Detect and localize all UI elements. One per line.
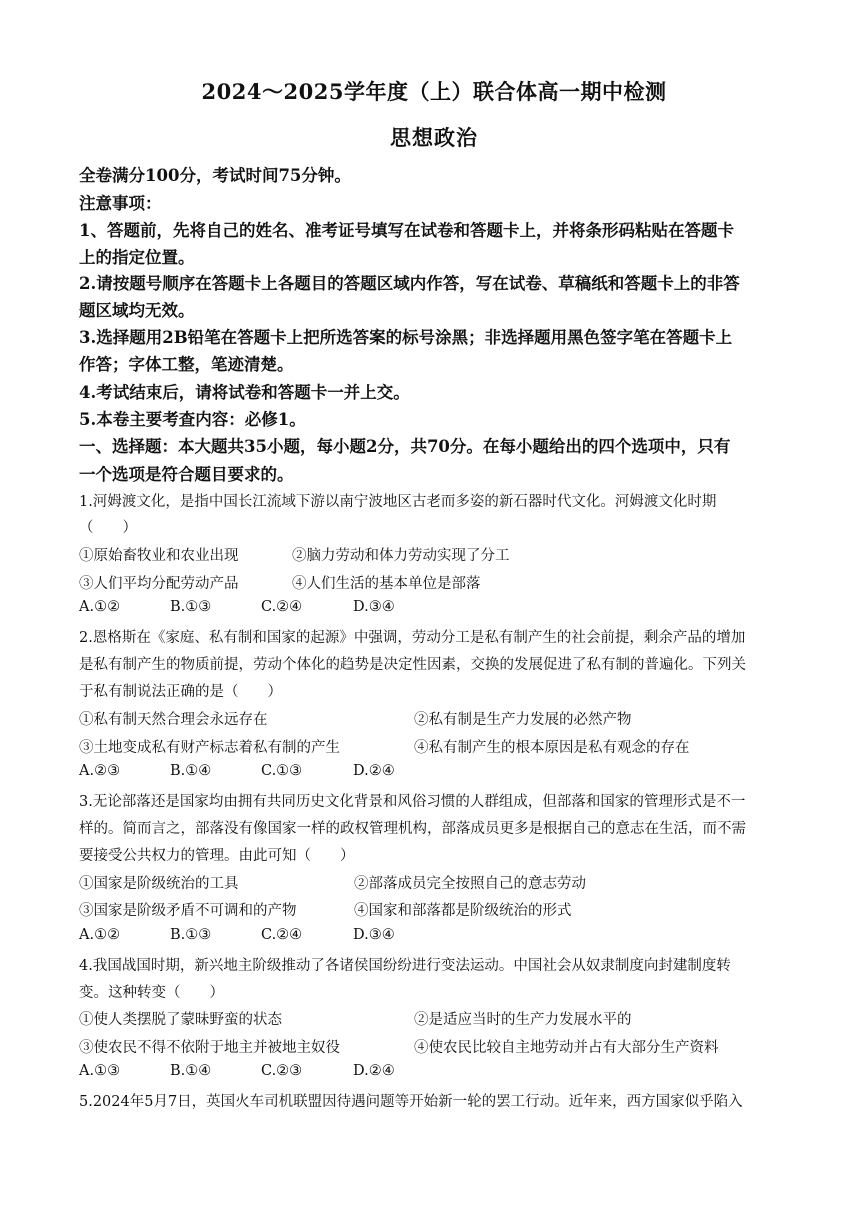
choice-b: B.①④ [170, 763, 212, 779]
question-stem: 2.恩格斯在《家庭、私有制和国家的起源》中强调，劳动分工是私有制产生的社会前提，剩余产品的增加 [79, 630, 746, 646]
instruction-line: 1、答题前，先将自己的姓名、准考证号填写在试卷和答题卡上，并将条形码粘贴在答题卡 [79, 221, 734, 240]
choice-b: B.①③ [170, 599, 212, 615]
instruction-line: 5.本卷主要考查内容：必修1。 [79, 410, 306, 429]
statement-4: ④国家和部落都是阶级统治的形式 [354, 903, 572, 919]
question-stem: （ ） [79, 520, 137, 536]
statement-4: ④人们生活的基本单位是部落 [292, 576, 481, 592]
choice-d: D.③④ [353, 599, 395, 615]
question-stem: 是私有制产生的物质前提，劳动个体化的趋势是决定性因素，交换的发展促进了私有制的普遍化。下列关 [79, 657, 746, 673]
choice-a: A.①② [79, 927, 121, 943]
question-stem: 4.我国战国时期，新兴地主阶级推动了各诸侯国纷纷进行变法运动。中国社会从奴隶制度向封建制度转 [79, 958, 731, 974]
statement-1: ①使人类摆脱了蒙昧野蛮的状态 [79, 1012, 282, 1028]
instruction-line: 4.考试结束后，请将试卷和答题卡一并上交。 [79, 383, 410, 402]
exam-title: 2024～2025学年度（上）联合体高一期中检测 [201, 79, 667, 104]
choice-b: B.①③ [170, 927, 212, 943]
section-heading: 一、选择题：本大题共35小题，每小题2分，共70分。在每小题给出的四个选项中，只有 [79, 437, 731, 456]
choice-d: D.②④ [353, 1063, 395, 1079]
statement-3: ③土地变成私有财产标志着私有制的产生 [79, 740, 340, 756]
statement-1: ①原始畜牧业和农业出现 [79, 548, 239, 564]
question-stem: 3.无论部落还是国家均由拥有共同历史文化背景和风俗习惯的人群组成，但部落和国家的管理形式是不一 [79, 794, 746, 810]
question-stem: 变。这种转变（ ） [79, 985, 224, 1001]
statement-2: ②脑力劳动和体力劳动实现了分工 [292, 548, 510, 564]
question-stem: 要接受公共权力的管理。由此可知（ ） [79, 848, 355, 864]
statement-3: ③人们平均分配劳动产品 [79, 576, 239, 592]
instruction-line: 作答；字体工整，笔迹清楚。 [79, 355, 294, 374]
instruction-line: 3.选择题用2B铅笔在答题卡上把所选答案的标号涂黑；非选择题用黑色签字笔在答题卡上 [79, 328, 733, 347]
choice-c: C.②④ [261, 927, 303, 943]
statement-1: ①私有制天然合理会永远存在 [79, 712, 268, 728]
statement-4: ④私有制产生的根本原因是私有观念的存在 [414, 740, 690, 756]
choice-c: C.②④ [261, 599, 303, 615]
full-score-line: 全卷满分100分，考试时间75分钟。 [79, 166, 351, 185]
instruction-line: 题区域均无效。 [79, 301, 195, 320]
question-stem: 5.2024年5月7日，英国火车司机联盟因待遇问题等开始新一轮的罢工行动。近年来，西方国家似乎陷入 [79, 1094, 743, 1110]
choice-d: D.③④ [353, 927, 395, 943]
section-heading: 一个选项是符合题目要求的。 [79, 465, 294, 484]
question-stem: 样的。简而言之，部落没有像国家一样的政权管理机构，部落成员更多是根据自己的意志在生活，而不需 [79, 821, 746, 837]
statement-3: ③使农民不得不依附于地主并被地主奴役 [79, 1040, 340, 1056]
question-stem: 1.河姆渡文化，是指中国长江流域下游以南宁波地区古老而多姿的新石器时代文化。河姆渡文化时期 [79, 494, 717, 510]
statement-2: ②是适应当时的生产力发展水平的 [414, 1012, 632, 1028]
notes-heading: 注意事项： [79, 194, 162, 213]
instruction-line: 上的指定位置。 [79, 248, 195, 267]
choice-c: C.①③ [261, 763, 303, 779]
choice-a: A.②③ [79, 763, 121, 779]
statement-1: ①国家是阶级统治的工具 [79, 876, 239, 892]
choice-b: B.①④ [170, 1063, 212, 1079]
statement-3: ③国家是阶级矛盾不可调和的产物 [79, 903, 297, 919]
choice-a: A.①③ [79, 1063, 121, 1079]
instruction-line: 2.请按题号顺序在答题卡上各题目的答题区域内作答，写在试卷、草稿纸和答题卡上的非答 [79, 274, 740, 293]
choice-c: C.②③ [261, 1063, 303, 1079]
question-stem: 于私有制说法正确的是（ ） [79, 684, 282, 700]
statement-4: ④使农民比较自主地劳动并占有大部分生产资料 [414, 1040, 719, 1056]
choice-d: D.②④ [353, 763, 395, 779]
statement-2: ②部落成员完全按照自己的意志劳动 [354, 876, 586, 892]
choice-a: A.①② [79, 599, 121, 615]
statement-2: ②私有制是生产力发展的必然产物 [414, 712, 632, 728]
subject-title: 思想政治 [390, 125, 478, 150]
